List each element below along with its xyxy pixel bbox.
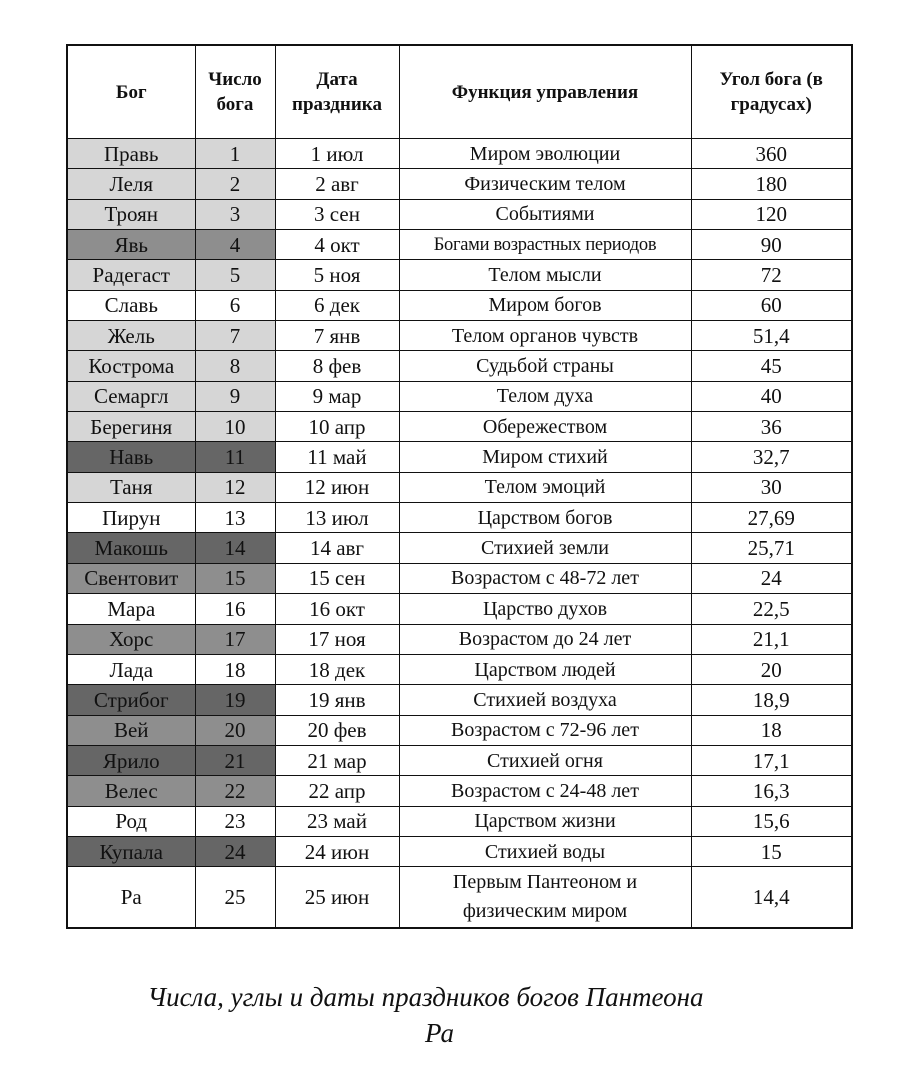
cell-date: 25 июн: [275, 867, 399, 929]
cell-date: 22 апр: [275, 776, 399, 806]
cell-angle: 40: [691, 381, 852, 411]
cell-function: Стихией воды: [399, 836, 691, 866]
cell-date: 11 май: [275, 442, 399, 472]
table-row: [67, 594, 852, 624]
cell-god: Правь: [67, 139, 195, 169]
cell-god: Хорс: [67, 624, 195, 654]
table-row: [67, 230, 852, 260]
cell-angle: 360: [691, 139, 852, 169]
header-date: Дата праздника: [275, 45, 399, 139]
cell-number: 3: [195, 199, 275, 229]
cell-date: 12 июн: [275, 472, 399, 502]
cell-angle: 51,4: [691, 321, 852, 351]
table-row: [67, 624, 852, 654]
cell-function: Миром стихий: [399, 442, 691, 472]
cell-angle: 18: [691, 715, 852, 745]
table-row: [67, 321, 852, 351]
cell-god: Род: [67, 806, 195, 836]
cell-number: 5: [195, 260, 275, 290]
cell-angle: 120: [691, 199, 852, 229]
cell-angle: 32,7: [691, 442, 852, 472]
table-row: [67, 139, 852, 169]
cell-function: Телом органов чувств: [399, 321, 691, 351]
cell-date: 8 фев: [275, 351, 399, 381]
cell-date: 23 май: [275, 806, 399, 836]
cell-angle: 17,1: [691, 745, 852, 775]
cell-god: Пирун: [67, 503, 195, 533]
cell-number: 19: [195, 685, 275, 715]
cell-god: Таня: [67, 472, 195, 502]
table-row: [67, 563, 852, 593]
cell-number: 10: [195, 412, 275, 442]
caption-line-1: Числа, углы и даты праздников богов Пантеона: [147, 982, 704, 1012]
cell-number: 15: [195, 563, 275, 593]
header-function: Функция управления: [399, 45, 691, 139]
cell-number: 4: [195, 230, 275, 260]
cell-god: Ра: [67, 867, 195, 929]
cell-angle: 18,9: [691, 685, 852, 715]
cell-function: Стихией огня: [399, 745, 691, 775]
cell-angle: 72: [691, 260, 852, 290]
table-row: [67, 199, 852, 229]
cell-function: Стихией воздуха: [399, 685, 691, 715]
cell-god: Вей: [67, 715, 195, 745]
cell-angle: 27,69: [691, 503, 852, 533]
cell-function: Миром богов: [399, 290, 691, 320]
cell-angle: 15: [691, 836, 852, 866]
table-row: [67, 260, 852, 290]
cell-angle: 14,4: [691, 867, 852, 929]
table-row: [67, 503, 852, 533]
cell-function: Царство духов: [399, 594, 691, 624]
cell-god: Радегаст: [67, 260, 195, 290]
cell-angle: 60: [691, 290, 852, 320]
table-row: [67, 715, 852, 745]
cell-function: Возрастом до 24 лет: [399, 624, 691, 654]
table-row: [67, 806, 852, 836]
cell-god: Макошь: [67, 533, 195, 563]
cell-angle: 22,5: [691, 594, 852, 624]
cell-angle: 24: [691, 563, 852, 593]
cell-function: Стихией земли: [399, 533, 691, 563]
cell-function: Богами возрастных периодов: [399, 230, 691, 260]
cell-number: 23: [195, 806, 275, 836]
cell-date: 21 мар: [275, 745, 399, 775]
cell-number: 2: [195, 169, 275, 199]
cell-number: 9: [195, 381, 275, 411]
cell-function: Обережеством: [399, 412, 691, 442]
cell-angle: 20: [691, 654, 852, 684]
table-row: [67, 169, 852, 199]
cell-date: 16 окт: [275, 594, 399, 624]
cell-god: Ярило: [67, 745, 195, 775]
cell-function: Первым Пантеоном и физическим миром: [399, 867, 691, 929]
gods-table: [66, 44, 853, 929]
table-row: [67, 351, 852, 381]
table-row: [67, 776, 852, 806]
cell-date: 20 фев: [275, 715, 399, 745]
cell-angle: 21,1: [691, 624, 852, 654]
table-row: [67, 472, 852, 502]
cell-date: 5 ноя: [275, 260, 399, 290]
cell-date: 14 авг: [275, 533, 399, 563]
header-angle: Угол бога (в градусах): [691, 45, 852, 139]
cell-date: 4 окт: [275, 230, 399, 260]
cell-date: 7 янв: [275, 321, 399, 351]
cell-god: Явь: [67, 230, 195, 260]
table-row: [67, 654, 852, 684]
cell-god: Троян: [67, 199, 195, 229]
cell-angle: 180: [691, 169, 852, 199]
cell-function: Судьбой страны: [399, 351, 691, 381]
cell-god: Славь: [67, 290, 195, 320]
cell-number: 8: [195, 351, 275, 381]
cell-number: 20: [195, 715, 275, 745]
cell-god: Велес: [67, 776, 195, 806]
cell-number: 17: [195, 624, 275, 654]
cell-number: 25: [195, 867, 275, 929]
cell-number: 21: [195, 745, 275, 775]
cell-god: Стрибог: [67, 685, 195, 715]
cell-angle: 16,3: [691, 776, 852, 806]
cell-date: 2 авг: [275, 169, 399, 199]
cell-number: 1: [195, 139, 275, 169]
cell-date: 9 мар: [275, 381, 399, 411]
cell-date: 3 сен: [275, 199, 399, 229]
cell-date: 10 апр: [275, 412, 399, 442]
cell-function: Царством жизни: [399, 806, 691, 836]
cell-function: Миром эволюции: [399, 139, 691, 169]
cell-god: Берегиня: [67, 412, 195, 442]
header-row: [67, 45, 852, 139]
cell-date: 19 янв: [275, 685, 399, 715]
cell-god: Свентовит: [67, 563, 195, 593]
cell-number: 22: [195, 776, 275, 806]
table-row: [67, 867, 852, 929]
cell-function: Телом духа: [399, 381, 691, 411]
cell-function: Царством богов: [399, 503, 691, 533]
cell-number: 14: [195, 533, 275, 563]
table-body: [67, 139, 852, 929]
cell-number: 18: [195, 654, 275, 684]
cell-number: 11: [195, 442, 275, 472]
header-god: Бог: [67, 45, 195, 139]
table-row: [67, 685, 852, 715]
table-row: [67, 290, 852, 320]
cell-function: Возрастом с 24-48 лет: [399, 776, 691, 806]
table-row: [67, 745, 852, 775]
cell-function: Событиями: [399, 199, 691, 229]
cell-angle: 15,6: [691, 806, 852, 836]
cell-number: 16: [195, 594, 275, 624]
cell-angle: 45: [691, 351, 852, 381]
cell-function: Царством людей: [399, 654, 691, 684]
table-row: [67, 381, 852, 411]
cell-function: Возрастом с 72-96 лет: [399, 715, 691, 745]
cell-god: Мара: [67, 594, 195, 624]
caption-line-2: Ра: [425, 1018, 454, 1048]
cell-date: 6 дек: [275, 290, 399, 320]
header-number: Число бога: [195, 45, 275, 139]
cell-god: Кострома: [67, 351, 195, 381]
cell-number: 7: [195, 321, 275, 351]
cell-god: Лада: [67, 654, 195, 684]
table-row: [67, 442, 852, 472]
cell-function: Физическим телом: [399, 169, 691, 199]
cell-angle: 36: [691, 412, 852, 442]
cell-number: 24: [195, 836, 275, 866]
cell-number: 12: [195, 472, 275, 502]
table-row: [67, 412, 852, 442]
cell-function: Возрастом с 48-72 лет: [399, 563, 691, 593]
cell-god: Купала: [67, 836, 195, 866]
cell-god: Навь: [67, 442, 195, 472]
cell-god: Семаргл: [67, 381, 195, 411]
cell-date: 1 июл: [275, 139, 399, 169]
cell-function: Телом эмоций: [399, 472, 691, 502]
cell-date: 17 ноя: [275, 624, 399, 654]
cell-angle: 30: [691, 472, 852, 502]
cell-angle: 25,71: [691, 533, 852, 563]
cell-number: 13: [195, 503, 275, 533]
table-row: [67, 836, 852, 866]
table-row: [67, 533, 852, 563]
cell-function: Телом мысли: [399, 260, 691, 290]
cell-date: 18 дек: [275, 654, 399, 684]
cell-god: Жель: [67, 321, 195, 351]
cell-angle: 90: [691, 230, 852, 260]
cell-date: 15 сен: [275, 563, 399, 593]
cell-god: Леля: [67, 169, 195, 199]
cell-number: 6: [195, 290, 275, 320]
cell-date: 24 июн: [275, 836, 399, 866]
cell-date: 13 июл: [275, 503, 399, 533]
